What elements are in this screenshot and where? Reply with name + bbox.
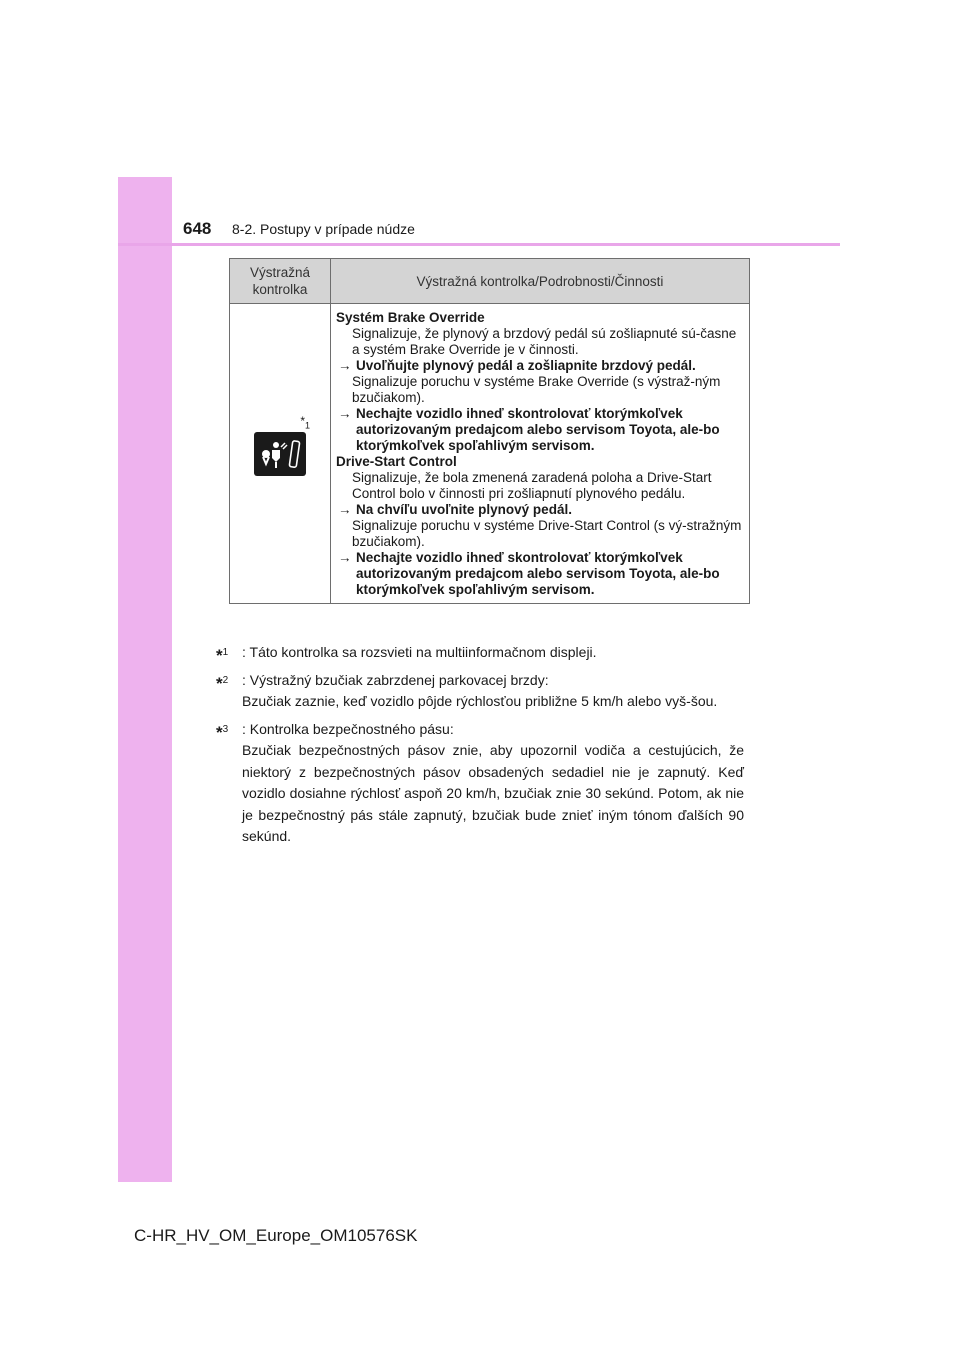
col-header-light: Výstražná kontrolka: [230, 259, 331, 304]
action-text: → Na chvíľu uvoľnite plynový pedál.: [338, 502, 572, 517]
action-text: → Nechajte vozidlo ihneď skontrolovať ktorýmkoľvek autorizovaným predajcom alebo servisom Toyota, ale-bo ktorýmkoľvek spoľahlivým servisom.: [338, 406, 720, 453]
description-text: Signalizuje, že bola zmenená zaradená poloha a Drive-Start Control bolo v činnosti pri zošliapnutí plynového pedálu.: [352, 470, 712, 501]
description-text: Signalizuje poruchu v systéme Drive-Start Control (s vý-stražným bzučiakom).: [352, 518, 742, 549]
action-text: → Uvoľňujte plynový pedál a zošliapnite brzdový pedál.: [338, 358, 696, 373]
footnote-2: [216, 670, 744, 713]
footnotes: [216, 642, 744, 854]
arrow-icon: →: [338, 406, 352, 421]
header-rule: [118, 243, 840, 246]
footnote-text: : Výstražný bzučiak zabrzdenej parkovacej brzdy:: [242, 671, 549, 688]
footnote-3: [216, 719, 744, 848]
warning-light-table: [229, 258, 750, 604]
details-cell: [331, 304, 750, 604]
system-title: Systém Brake Override: [336, 310, 485, 325]
table-header-row: [230, 259, 750, 304]
icon-cell: [230, 304, 331, 604]
section-title: 8-2. Postupy v prípade núdze: [232, 221, 415, 237]
col-header-details: Výstražná kontrolka/Podrobnosti/Činnosti: [331, 259, 750, 304]
icon-wrap: [254, 413, 310, 476]
system-title: Drive-Start Control: [336, 454, 457, 469]
footnote-mark: *$^3$: [216, 722, 229, 742]
document-code: C-HR_HV_OM_Europe_OM10576SK: [134, 1226, 418, 1245]
arrow-icon: →: [338, 502, 352, 517]
arrow-icon: →: [338, 550, 352, 565]
footnote-mark: *$^1$: [216, 646, 229, 665]
action-text: → Nechajte vozidlo ihneď skontrolovať ktorýmkoľvek autorizovaným predajcom alebo servisom Toyota, ale-bo ktorýmkoľvek spoľahlivým servisom.: [338, 550, 720, 597]
footnote-1: [216, 642, 744, 664]
icon-footnote-ref: $*_1$: [300, 413, 310, 430]
arrow-icon: →: [338, 358, 352, 373]
description-text: Signalizuje, že plynový a brzdový pedál sú zošliapnuté sú-časne a systém Brake Override je v činnosti.: [352, 326, 737, 357]
brake-override-drive-start-icon: [254, 432, 306, 476]
footnote-text: : Kontrolka bezpečnostného pásu:: [242, 720, 454, 737]
page-number: 648: [183, 219, 212, 238]
description-text: Signalizuje poruchu v systéme Brake Override (s výstraž-ným bzučiakom).: [352, 374, 721, 405]
footnote-detail: Bzučiak bezpečnostných pásov znie, aby upozornil vodiča a cestujúcich, že niektorý z bezpečnostných pásov obsadených sedadiel nie je zapnutý. Keď vozidlo dosiahne rýchlosť aspoň 20 km/h, bzučiak znie 30 sekúnd. Potom, ak nie je bezpečnostný pás stále zapnutý, bzučiak bude znieť iným tónom ďalších 90 sekúnd.: [242, 742, 744, 844]
footnote-text: : Táto kontrolka sa rozsvieti na multiinformačnom displeji.: [242, 644, 597, 660]
sidebar-tab: [118, 177, 172, 1182]
table-row: [230, 304, 750, 604]
footnote-mark: *$^2$: [216, 673, 229, 693]
footnote-detail: Bzučiak zaznie, keď vozidlo pôjde rýchlosťou približne 5 km/h alebo vyš-šou.: [242, 693, 718, 709]
